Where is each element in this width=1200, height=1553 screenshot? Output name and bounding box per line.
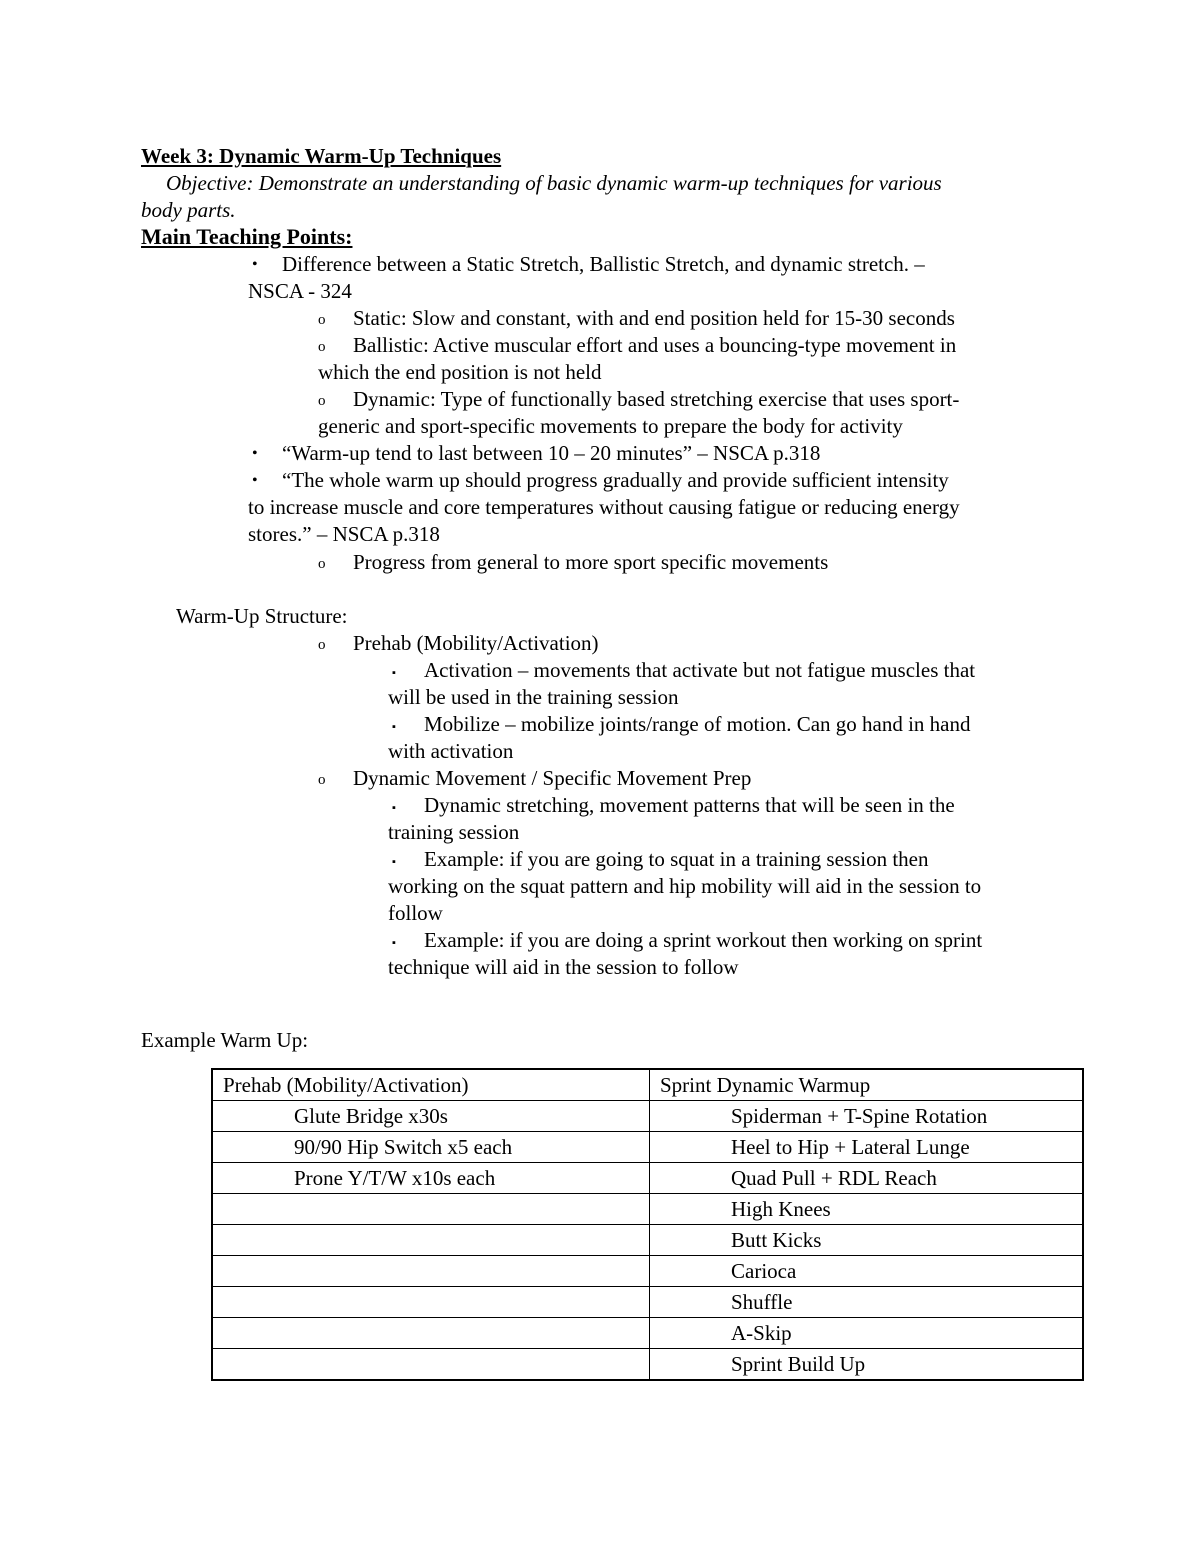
circle-bullet-icon: o: [318, 772, 326, 788]
table-header-row: [212, 1069, 1083, 1101]
subpoint-general-to-specific: Progress from general to more sport specific movements: [353, 550, 829, 574]
structure-example-squat-line-3: follow: [388, 901, 443, 925]
table-cell-prehab: [212, 1318, 650, 1349]
table-cell-sprint: A-Skip: [650, 1318, 1084, 1349]
table-cell-prehab: [212, 1256, 650, 1287]
subpoint-dynamic-line-2: generic and sport-specific movements to prepare the body for activity: [318, 414, 903, 438]
point-difference-line-1: Difference between a Static Stretch, Ballistic Stretch, and dynamic stretch. –: [282, 252, 925, 276]
example-warmup-table: [211, 1068, 1084, 1381]
example-warmup-heading: Example Warm Up:: [141, 1028, 309, 1052]
structure-activation-line-2: will be used in the training session: [388, 685, 679, 709]
table-cell-prehab: Prone Y/T/W x10s each: [212, 1163, 650, 1194]
point-difference-line-2: NSCA - 324: [248, 279, 352, 303]
objective-line-1: Objective: Demonstrate an understanding of basic dynamic warm-up techniques for various: [166, 171, 942, 195]
square-bullet-icon: ▪: [392, 721, 396, 733]
objective-line-2: body parts.: [141, 198, 236, 222]
table-cell-prehab: [212, 1287, 650, 1318]
table-row: [212, 1101, 1083, 1132]
point-warmup-duration: “Warm-up tend to last between 10 – 20 minutes” – NSCA p.318: [282, 441, 821, 465]
point-progress-line-1: “The whole warm up should progress gradually and provide sufficient intensity: [282, 468, 949, 492]
circle-bullet-icon: o: [318, 637, 326, 653]
table-row: [212, 1349, 1083, 1381]
bullet-icon: •: [252, 472, 258, 489]
table-cell-prehab: 90/90 Hip Switch x5 each: [212, 1132, 650, 1163]
square-bullet-icon: ▪: [392, 667, 396, 679]
structure-dynamic-stretching-line-1: Dynamic stretching, movement patterns that will be seen in the: [424, 793, 955, 817]
table-cell-sprint: High Knees: [650, 1194, 1084, 1225]
bullet-icon: •: [252, 445, 258, 462]
circle-bullet-icon: o: [318, 339, 326, 355]
table-header-prehab: Prehab (Mobility/Activation): [212, 1069, 650, 1101]
table-row: [212, 1132, 1083, 1163]
table-cell-sprint: Heel to Hip + Lateral Lunge: [650, 1132, 1084, 1163]
table-row: [212, 1194, 1083, 1225]
structure-example-squat-line-2: working on the squat pattern and hip mobility will aid in the session to: [388, 874, 982, 898]
table-cell-prehab: [212, 1349, 650, 1381]
square-bullet-icon: ▪: [392, 802, 396, 814]
table-cell-prehab: Glute Bridge x30s: [212, 1101, 650, 1132]
table-row: [212, 1287, 1083, 1318]
structure-activation-line-1: Activation – movements that activate but not fatigue muscles that: [424, 658, 976, 682]
table-row: [212, 1225, 1083, 1256]
table-cell-prehab: [212, 1194, 650, 1225]
circle-bullet-icon: o: [318, 312, 326, 328]
structure-example-sprint-line-2: technique will aid in the session to follow: [388, 955, 739, 979]
square-bullet-icon: ▪: [392, 937, 396, 949]
table-row: [212, 1163, 1083, 1194]
subpoint-ballistic-line-1: Ballistic: Active muscular effort and uses a bouncing-type movement in: [353, 333, 957, 357]
structure-example-sprint-line-1: Example: if you are doing a sprint workout then working on sprint: [424, 928, 983, 952]
page-title: Week 3: Dynamic Warm-Up Techniques: [141, 144, 502, 168]
structure-example-squat-line-1: Example: if you are going to squat in a training session then: [424, 847, 929, 871]
table-cell-sprint: Shuffle: [650, 1287, 1084, 1318]
table-cell-sprint: Spiderman + T-Spine Rotation: [650, 1101, 1084, 1132]
main-teaching-points-heading: Main Teaching Points:: [141, 224, 353, 249]
warmup-structure-heading: Warm-Up Structure:: [176, 604, 348, 628]
circle-bullet-icon: o: [318, 393, 326, 409]
point-progress-line-3: stores.” – NSCA p.318: [248, 522, 440, 546]
table-cell-sprint: Butt Kicks: [650, 1225, 1084, 1256]
square-bullet-icon: ▪: [392, 856, 396, 868]
subpoint-static: Static: Slow and constant, with and end position held for 15-30 seconds: [353, 306, 955, 330]
point-progress-line-2: to increase muscle and core temperatures without causing fatigue or reducing energy: [248, 495, 960, 519]
subpoint-ballistic-line-2: which the end position is not held: [318, 360, 602, 384]
circle-bullet-icon: o: [318, 556, 326, 572]
table-row: [212, 1318, 1083, 1349]
table-row: [212, 1256, 1083, 1287]
structure-mobilize-line-1: Mobilize – mobilize joints/range of motion. Can go hand in hand: [424, 712, 971, 736]
bullet-icon: •: [252, 256, 258, 273]
structure-prehab: Prehab (Mobility/Activation): [353, 631, 599, 655]
table-cell-sprint: Sprint Build Up: [650, 1349, 1084, 1381]
table-cell-sprint: Quad Pull + RDL Reach: [650, 1163, 1084, 1194]
table-header-sprint-warmup: Sprint Dynamic Warmup: [650, 1069, 1084, 1101]
subpoint-dynamic-line-1: Dynamic: Type of functionally based stretching exercise that uses sport-: [353, 387, 960, 411]
structure-mobilize-line-2: with activation: [388, 739, 514, 763]
structure-dynamic-prep: Dynamic Movement / Specific Movement Prep: [353, 766, 752, 790]
table-cell-prehab: [212, 1225, 650, 1256]
structure-dynamic-stretching-line-2: training session: [388, 820, 520, 844]
table-cell-sprint: Carioca: [650, 1256, 1084, 1287]
